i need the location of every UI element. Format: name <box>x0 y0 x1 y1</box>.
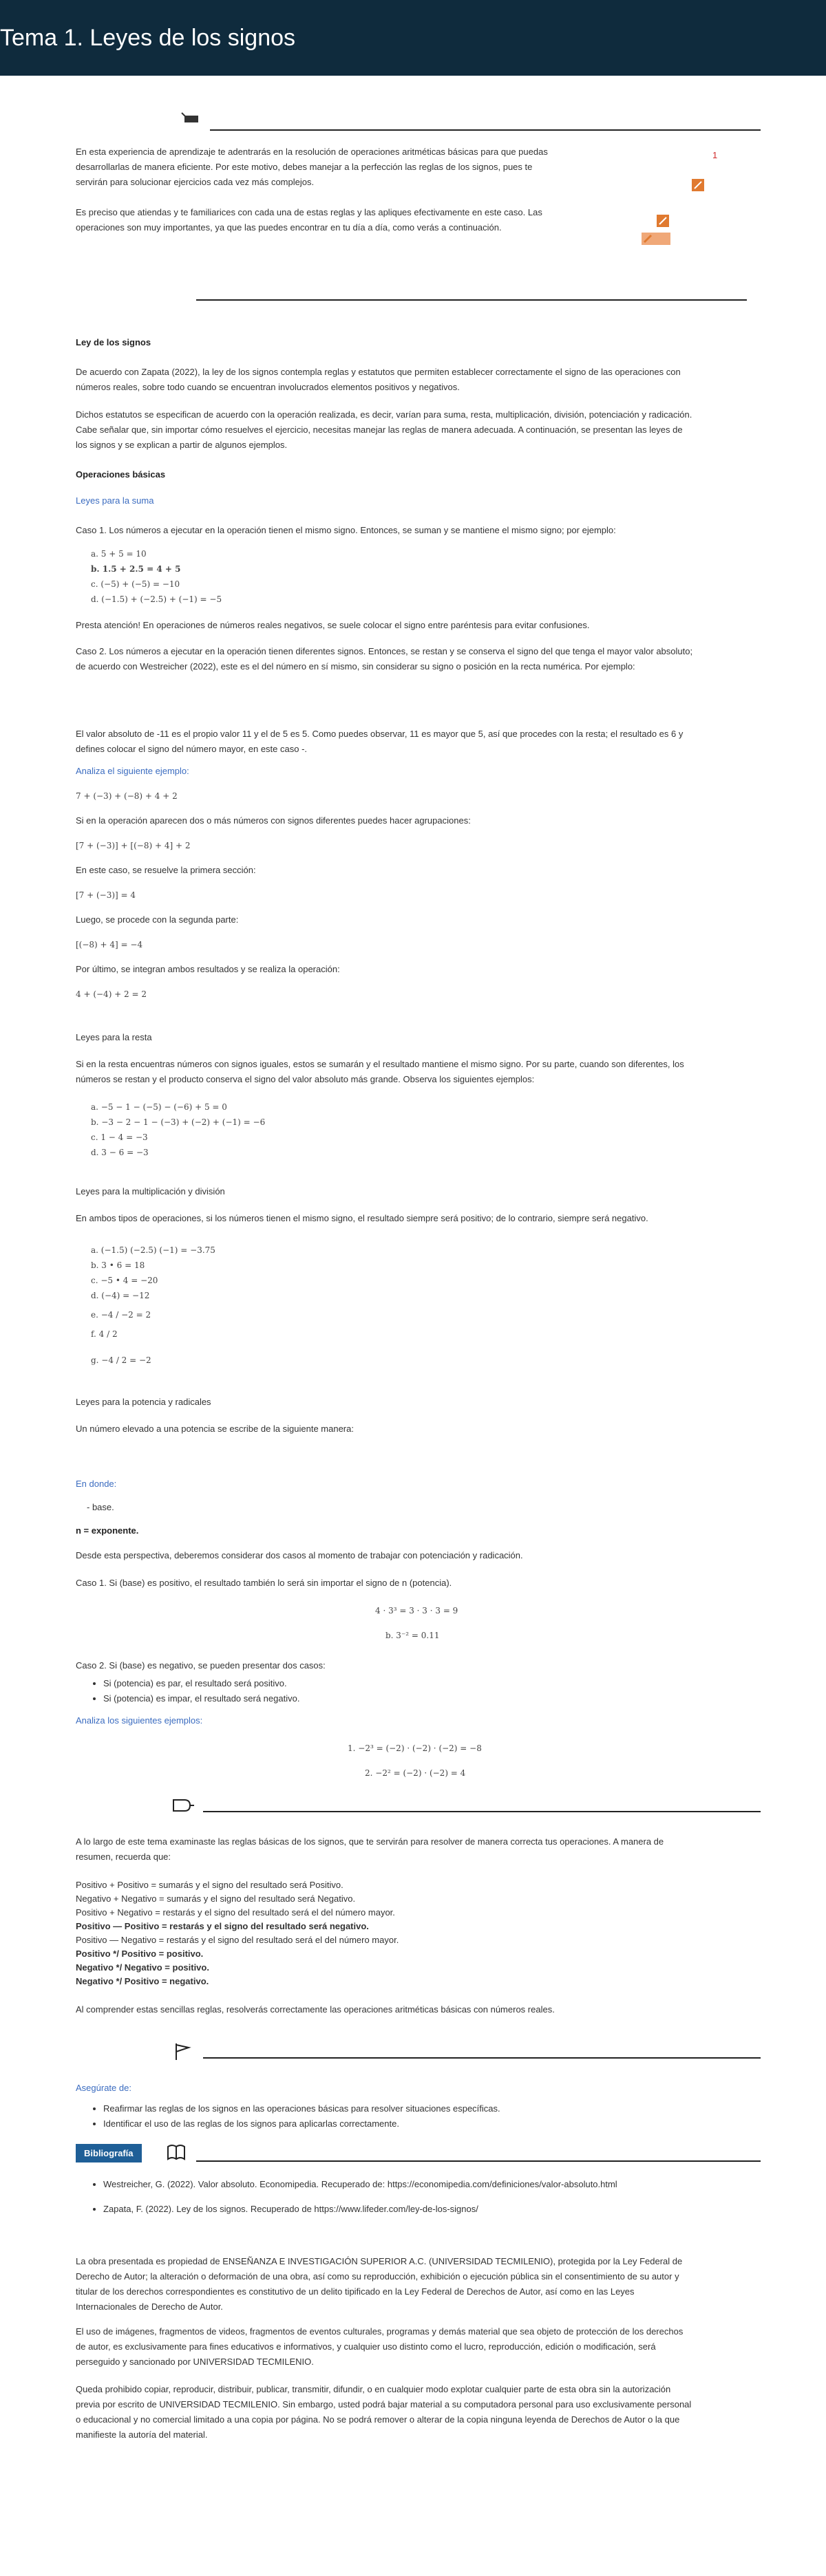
divider-intro <box>210 129 761 131</box>
reference-item: • Westreicher, G. (2022). Valor absoluto. Economipedia. Recuperado de: https://economipedia.com/definiciones/valor-absoluto.html <box>103 2177 723 2192</box>
list-item: Positivo — Positivo = restarás y el signo del resultado será negativo. <box>76 1921 369 1931</box>
equation: [7 + (−3)] + [(−8) + 4] + 2 <box>76 841 191 850</box>
list-item: • Si (potencia) es par, el resultado será positivo. <box>103 1676 299 1691</box>
hand-icon <box>171 1796 195 1818</box>
list-item: Positivo — Negativo = restarás y el signo del resultado será el del número mayor. <box>76 1935 399 1945</box>
resta-text: Si en la resta encuentras números con signos iguales, estos se sumarán y el resultado mantiene el mismo signo. Por su parte, cuando son diferentes, los números se restan y el producto conserva el signo del valor absoluto más grande. Observa los siguientes ejemplos: <box>76 1059 684 1084</box>
pot-caso-1: Caso 1. Si (base) es positivo, el resultado también lo será sin importar el signo de n (potencia). <box>76 1578 452 1588</box>
references-list <box>89 2177 723 2217</box>
pot-title: Leyes para la potencia y radicales <box>76 1397 211 1407</box>
book-icon <box>165 2143 187 2165</box>
asegurate-title: Asegúrate de: <box>76 2083 131 2093</box>
resta-example: a. −5 − 1 − (−5) − (−6) + 5 = 0 <box>91 1102 227 1112</box>
mult-example: e. −4 / −2 = 2 <box>91 1310 151 1320</box>
donde-label: En donde: <box>76 1479 117 1489</box>
mult-example: b. 3 • 6 = 18 <box>91 1260 145 1270</box>
mult-example: c. −5 • 4 = −20 <box>91 1276 158 1285</box>
list-item: Negativo */ Negativo = positivo. <box>76 1962 209 1973</box>
resta-title: Leyes para la resta <box>76 1032 152 1042</box>
luego-text: Luego, se procede con la segunda parte: <box>76 914 239 925</box>
page-title: Tema 1. Leyes de los signos <box>0 24 296 51</box>
operations-title: Operaciones básicas <box>76 469 166 480</box>
por-ultimo-text: Por último, se integran ambos resultados y se realiza la operación: <box>76 964 340 974</box>
reference-item: • Zapata, F. (2022). Ley de los signos. Recuperado de https://www.lifeder.com/ley-de-los-signos/ <box>103 2202 723 2217</box>
equation: 2. −2² = (−2) · (−2) = 4 <box>365 1768 466 1778</box>
equation: 1. −2³ = (−2) · (−2) · (−2) = −8 <box>348 1743 482 1753</box>
cierre-paragraph-1: A lo largo de este tema examinaste las reglas básicas de los signos, que te servirán para resolver de manera correcta tus operaciones. A manera de resumen, recuerda que: <box>76 1836 664 1862</box>
page-header <box>0 0 826 76</box>
pen-icon <box>180 111 200 129</box>
resta-example: d. 3 − 6 = −3 <box>91 1148 149 1157</box>
mult-text: En ambos tipos de operaciones, si los números tienen el mismo signo, el resultado siempre será positivo; de lo contrario, siempre será negativo. <box>76 1213 648 1223</box>
mult-title: Leyes para la multiplicación y división <box>76 1186 225 1196</box>
legal-paragraph-2: El uso de imágenes, fragmentos de videos, fragmentos de eventos culturales, programas y demás material que sea objeto de protección de los derechos de autor, es exclusivamente para fines educativos e informativos, y cualquier uso distinto como el lucro, reproducción, edición o modificación, será perseguido y sancionado por UNIVERSIDAD TECMILENIO. <box>76 2326 684 2367</box>
list-item: Positivo + Positivo = sumarás y el signo del resultado será Positivo. <box>76 1880 343 1890</box>
list-item: • Reafirmar las reglas de los signos en las operaciones básicas para resolver situaciones específicas. <box>103 2101 500 2116</box>
en-este-text: En este caso, se resuelve la primera sección: <box>76 865 256 875</box>
asegurate-list <box>89 2101 500 2132</box>
equation: 4 + (−4) + 2 = 2 <box>76 989 147 999</box>
rules-list <box>76 1878 399 1988</box>
marker-number: 1 <box>712 150 718 160</box>
legal-paragraph-1: La obra presentada es propiedad de ENSEÑANZA E INVESTIGACIÓN SUPERIOR A.C. (UNIVERSIDAD TECMILENIO), protegida por la Ley Federal de Derecho de Autor; la alteración o deformación de una obra, así como su reproducción, exhibición o ejecución pública sin el consentimiento de su autor y titular de los derechos correspondientes es constitutivo de un delito tipificado en la Ley Federal de Derechos de Autor, así como en las Leyes Internacionales de Derecho de Autor. <box>76 2256 683 2312</box>
decor-arrow-icon <box>655 213 670 232</box>
intro-paragraph-1: En esta experiencia de aprendizaje te adentrarás en la resolución de operaciones aritméticas básicas para que puedas desarrollarlas de manera eficiente. Por este motivo, debes manejar a la perfección las reglas de los signos, pues te servirán para solucionar ejercicios cada vez más complejos. <box>76 147 548 187</box>
base-label: - base. <box>87 1502 114 1512</box>
pot-text: Un número elevado a una potencia se escribe de la siguiente manera: <box>76 1424 354 1434</box>
decor-arrow-icon <box>690 178 706 196</box>
list-item: Negativo */ Positivo = negativo. <box>76 1976 209 1986</box>
desde-text: Desde esta perspectiva, deberemos considerar dos casos al momento de trabajar con potenciación y radicación. <box>76 1550 523 1560</box>
suma-example: a. 5 + 5 = 10 <box>91 549 147 559</box>
decor-arrow-icon <box>640 231 672 250</box>
intro-paragraph-2: Es preciso que atiendas y te familiarices con cada una de estas reglas y las apliques efectivamente en este caso. Las operaciones son muy importantes, ya que las puedes encontrar en tu día a día, como verás a continuación. <box>76 207 542 233</box>
equation: b. 3⁻² = 0.11 <box>385 1631 440 1640</box>
analiza-label: Analiza los siguientes ejemplos: <box>76 1715 203 1726</box>
section-paragraph-1: De acuerdo con Zapata (2022), la ley de los signos contempla reglas y estatutos que permiten establecer correctamente el signo de las operaciones con números reales, sobre todo cuando se encuentran involucrados elementos positivos y negativos. <box>76 367 681 392</box>
mult-example: a. (−1.5) (−2.5) (−1) = −3.75 <box>91 1245 215 1255</box>
mult-example: d. (−4) = −12 <box>91 1291 150 1300</box>
analiza-label: Analiza el siguiente ejemplo: <box>76 766 189 776</box>
suma-example: c. (−5) + (−5) = −10 <box>91 579 180 589</box>
equation: [7 + (−3)] = 4 <box>76 890 136 900</box>
divider-section <box>196 299 747 301</box>
mult-example: f. 4 / 2 <box>91 1329 118 1339</box>
divider-cierre <box>203 1811 761 1812</box>
section-title: Ley de los signos <box>76 337 151 347</box>
flag-icon <box>173 2042 191 2065</box>
list-item: • Identificar el uso de las reglas de los signos para aplicarlas correctamente. <box>103 2116 500 2132</box>
list-item: • Si (potencia) es impar, el resultado será negativo. <box>103 1691 299 1706</box>
divider-asegurate <box>203 2057 761 2059</box>
resta-example: c. 1 − 4 = −3 <box>91 1133 148 1142</box>
legal-paragraph-3: Queda prohibido copiar, reproducir, distribuir, publicar, transmitir, difundir, o en cualquier modo explotar cualquier parte de esta obra sin la autorización previa por escrito de UNIVERSIDAD TECMILENIO. Sin embargo, usted podrá bajar material a su computadora personal para uso exclusivamente personal o educacional y no comercial limitado a una copia por página. No se podrá remover o alterar de la copia ninguna leyenda de Derechos de Autor o la que manifieste la autoría del material. <box>76 2384 692 2440</box>
mult-example: g. −4 / 2 = −2 <box>91 1355 151 1365</box>
suma-example: d. (−1.5) + (−2.5) + (−1) = −5 <box>91 594 222 604</box>
abs-text: El valor absoluto de -11 es el propio valor 11 y el de 5 es 5. Como puedes observar, 11 es mayor que 5, así que procedes con la resta; el resultado es 6 y defines colocar el signo del número mayor, en este caso -. <box>76 729 684 754</box>
cierre-paragraph-2: Al comprender estas sencillas reglas, resolverás correctamente las operaciones aritméticas básicas con números reales. <box>76 2004 555 2015</box>
list-item: Positivo + Negativo = restarás y el signo del resultado será el del número mayor. <box>76 1907 395 1918</box>
atencion-note: Presta atención! En operaciones de números reales negativos, se suele colocar el signo entre paréntesis para evitar confusiones. <box>76 620 590 630</box>
equation: [(−8) + 4] = −4 <box>76 940 143 949</box>
suma-example: b. 1.5 + 2.5 = 4 + 5 <box>91 564 181 574</box>
list-item: Negativo + Negativo = sumarás y el signo del resultado será Negativo. <box>76 1893 356 1904</box>
pot-caso-2: Caso 2. Si (base) es negativo, se pueden presentar dos casos: <box>76 1660 326 1671</box>
section-paragraph-2: Dichos estatutos se especifican de acuerdo con la operación realizada, es decir, varían para suma, resta, multiplicación, división, potenciación y radicación. Cabe señalar que, sin importar cómo resuelves el ejercicio, necesitas manejar las reglas de manera adecuada. A continuación, se presentan las leyes de los signos y se explican a partir de algunos ejemplos. <box>76 409 692 450</box>
divider-biblio <box>196 2160 761 2162</box>
pot-bullets <box>89 1676 299 1706</box>
bibliografia-badge: Bibliografía <box>76 2144 142 2162</box>
equation: 4 · 3³ = 3 · 3 · 3 = 9 <box>375 1606 458 1616</box>
agrupa-text: Si en la operación aparecen dos o más números con signos diferentes puedes hacer agrupaciones: <box>76 815 471 826</box>
suma-caso-2: Caso 2. Los números a ejecutar en la operación tienen diferentes signos. Entonces, se restan y se conserva el signo del que tenga el mayor valor absoluto; de acuerdo con Westreicher (2022), este es el del número en sí mismo, sin considerar su signo o posición en la recta numérica. Por ejemplo: <box>76 646 693 672</box>
equation: 7 + (−3) + (−8) + 4 + 2 <box>76 791 178 801</box>
exponent-label: n = exponente. <box>76 1525 139 1536</box>
suma-caso-1: Caso 1. Los números a ejecutar en la operación tienen el mismo signo. Entonces, se suman y se mantiene el mismo signo; por ejemplo: <box>76 525 616 535</box>
list-item: Positivo */ Positivo = positivo. <box>76 1949 204 1959</box>
resta-example: b. −3 − 2 − 1 − (−3) + (−2) + (−1) = −6 <box>91 1117 266 1127</box>
suma-title: Leyes para la suma <box>76 495 154 506</box>
